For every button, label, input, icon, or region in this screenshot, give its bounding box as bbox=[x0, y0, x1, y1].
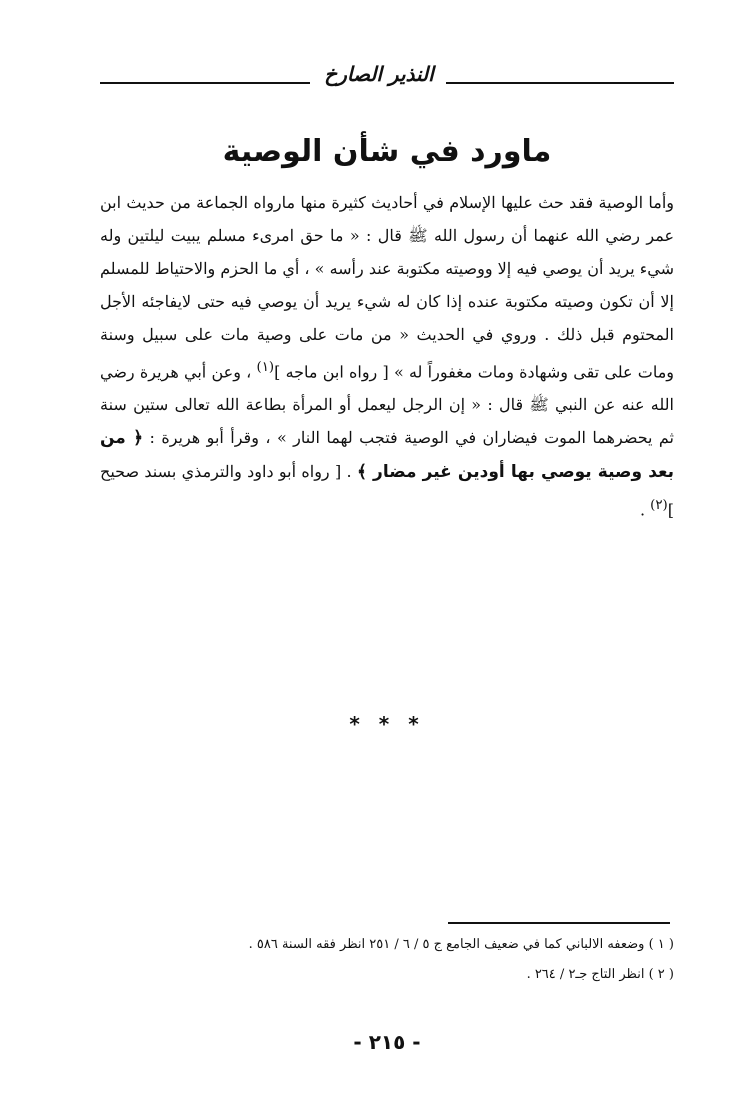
body-text-part4: . bbox=[640, 500, 651, 520]
page-number: - ٢١٥ - bbox=[353, 1030, 421, 1054]
body-text-part1: وأما الوصية فقد حث عليها الإسلام في أحاديث كثيرة منها مارواه الجماعة من حديث ابن عمر رضي الله عنهما أن رسول الله ﷺ قال : « ما حق امرىء مسلم يبيت ليلتين وله شيء يريد أن يوصي فيه إلا ووصيته مكتوبة عند رأسه » ، أي ما الحزم والاحتياط للمسلم إلا أن تكون وصيته مكتوبة عنده إذا كان له شيء يريد أن يوصي فيه حتى لايفاجئه الأجل المحتوم قبل ذلك . وروي في الحديث « من مات على وصية مات على سبيل وسنة ومات على تقى وشهادة ومات مغفوراً له » [ رواه ابن ماجه ] bbox=[100, 193, 674, 382]
footnote-1: ( ١ ) وضعفه الالباني كما في ضعيف الجامع ج ٥ / ٦ / ٢٥١ انظر فقه السنة ٥٨٦ . bbox=[248, 937, 674, 952]
body-paragraph bbox=[100, 186, 674, 527]
quran-verse: ﴿ من بعد وصية يوصي بها أودين غير مضار ﴾ bbox=[100, 428, 674, 483]
header-rule-right bbox=[446, 82, 674, 84]
footnote-ref-2: (٢) bbox=[650, 498, 668, 514]
footnotes bbox=[100, 930, 674, 990]
running-title: النذير الصارخ bbox=[324, 62, 434, 86]
header-rule-left bbox=[100, 82, 310, 84]
footnote-ref-1: (١) bbox=[256, 360, 275, 375]
footnote-rule bbox=[448, 922, 670, 924]
section-title: ماورد في شأن الوصية bbox=[222, 134, 552, 169]
section-separator: * * * bbox=[349, 712, 425, 736]
body-text-part3: . [ رواه أبو داود والترمذي بسند صحيح ] bbox=[100, 462, 674, 520]
running-header bbox=[100, 60, 674, 90]
footnote-2: ( ٢ ) انظر التاج جـ٢ / ٢٦٤ . bbox=[526, 967, 674, 982]
body-text-part2: ، وعن أبي هريرة رضي الله عنه عن النبي ﷺ قال : « إن الرجل ليعمل أو المرأة بطاعة الله تعالى ستين سنة ثم يحضرهما الموت فيضاران في الوصية فتجب لهما النار » ، وقرأ أبو هريرة : bbox=[100, 362, 675, 448]
